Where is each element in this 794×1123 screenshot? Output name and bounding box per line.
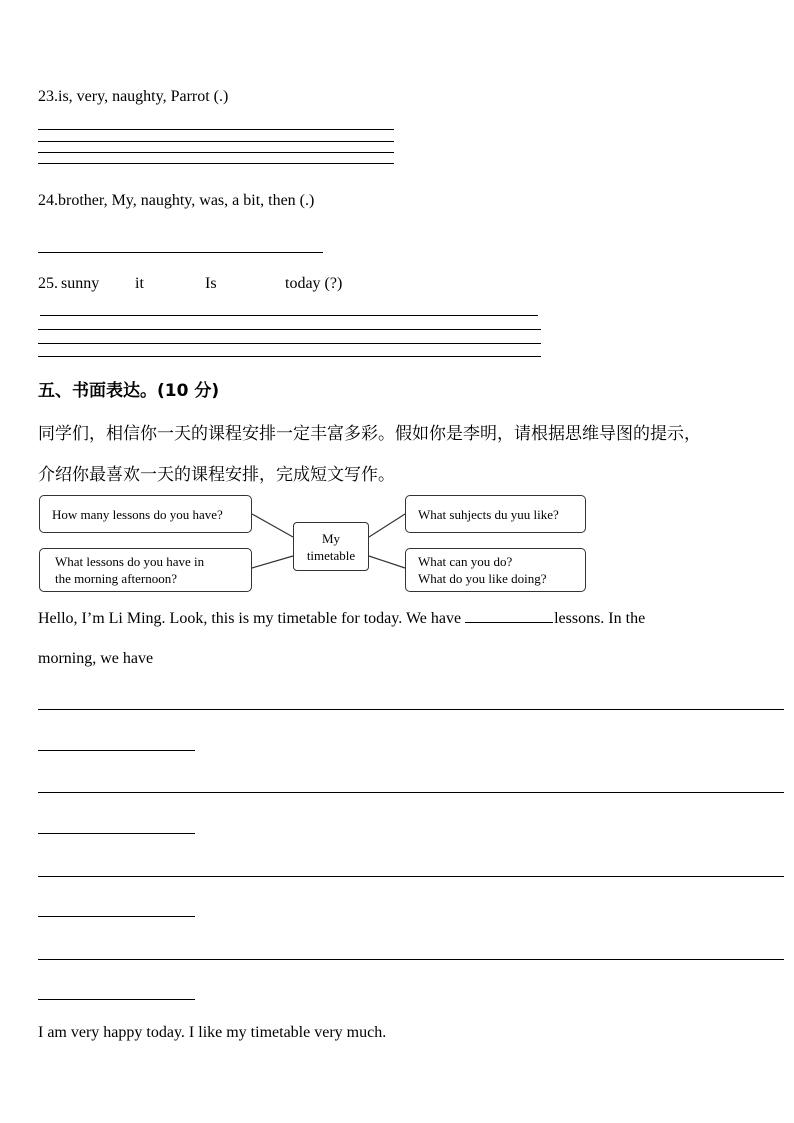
passage-text: Hello, I’m Li Ming. Look, this is my timetable for today. We have: [38, 610, 466, 627]
passage-intro: [38, 608, 645, 628]
question-text: brother, My, naughty, was, a bit, then (.): [58, 192, 315, 209]
word-4: today (?): [285, 275, 343, 292]
mindmap-right-top: [405, 495, 586, 533]
writing-line[interactable]: [38, 709, 784, 710]
mindmap-center: [293, 522, 369, 571]
mindmap-text: What lessons do you have in: [55, 554, 205, 569]
mindmap-text: What do you like doing?: [418, 571, 547, 586]
question-number: 23.: [38, 88, 58, 105]
writing-line[interactable]: [38, 916, 195, 917]
question-number: 24.: [38, 192, 58, 209]
writing-line[interactable]: [38, 959, 784, 960]
word-2: it: [135, 275, 144, 292]
mindmap-text: What suhjects du yuu like?: [418, 506, 559, 522]
passage-closing: I am very happy today. I like my timetable very much.: [38, 1024, 387, 1041]
writing-line[interactable]: [38, 999, 195, 1000]
mindmap-left-top: [39, 495, 252, 533]
mindmap-right-bottom: [405, 548, 586, 592]
lesson-count-blank[interactable]: [465, 608, 553, 623]
writing-line[interactable]: [38, 876, 784, 877]
mindmap-text: the morning afternoon?: [55, 571, 178, 586]
word-1: sunny: [61, 275, 100, 292]
instruction-line-2: 介绍你最喜欢一天的课程安排，完成短文写作。: [38, 465, 395, 485]
mindmap-left-bottom: [39, 548, 252, 592]
mindmap-center-text: My: [321, 530, 341, 546]
passage-text: lessons. In the: [554, 610, 646, 627]
writing-line[interactable]: [38, 750, 195, 751]
mindmap-center-text: timetable: [306, 547, 356, 563]
passage-intro-line-2: morning, we have: [38, 650, 154, 667]
section-heading: 五、书面表达。(10 分): [38, 381, 220, 401]
question-number: 25.: [38, 275, 58, 292]
word-3: Is: [205, 275, 217, 292]
question-text: is, very, naughty, Parrot (.): [58, 88, 229, 105]
writing-line[interactable]: [38, 792, 784, 793]
writing-line[interactable]: [38, 833, 195, 834]
instruction-line-1: 同学们，相信你一天的课程安排一定丰富多彩。假如你是李明，请根据思维导图的提示，: [38, 424, 701, 444]
mindmap-text: What can you do?: [418, 554, 513, 569]
mindmap-text: How many lessons do you have?: [52, 506, 223, 522]
